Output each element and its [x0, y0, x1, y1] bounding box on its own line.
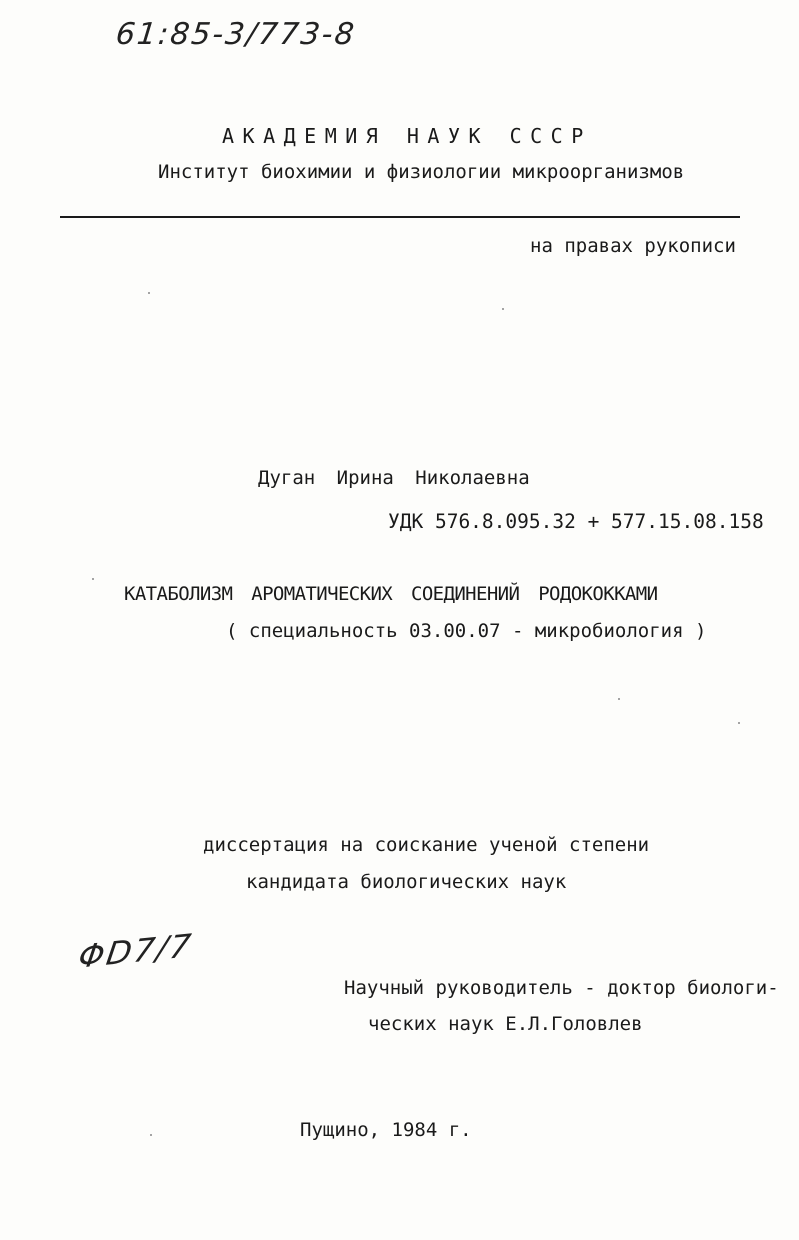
supervisor-line-2: ческих наук Е.Л.Головлев [368, 1013, 643, 1035]
degree-line-2: кандидата биологических наук [246, 871, 567, 893]
academy-heading: АКАДЕМИЯ НАУК СССР [222, 124, 592, 148]
institute-name: Институт биохимии и физиологии микроорганизмов [158, 161, 685, 183]
udk-code: УДК 576.8.095.32 + 577.15.08.158 [388, 510, 764, 533]
manuscript-note: на правах рукописи [530, 235, 736, 257]
degree-line-1: диссертация на соискание ученой степени [203, 834, 650, 856]
scan-speck [92, 578, 94, 580]
specialty-line: ( специальность 03.00.07 - микробиология ) [226, 620, 707, 642]
handwritten-inventory-mark: ΦD7/7 [76, 926, 196, 976]
handwritten-catalog-number: 61:85-3/773-8 [114, 17, 358, 52]
place-and-year: Пущино, 1984 г. [300, 1119, 472, 1141]
scan-speck [502, 308, 504, 310]
dissertation-title: КАТАБОЛИЗМ АРОМАТИЧЕСКИХ СОЕДИНЕНИЙ РОДОКОККАМИ [124, 583, 658, 605]
supervisor-line-1: Научный руководитель - доктор биологи- [344, 977, 779, 999]
scan-speck [618, 698, 620, 700]
header-divider [60, 216, 740, 218]
scan-speck [150, 1134, 152, 1136]
author-name: Дуган Ирина Николаевна [258, 467, 530, 489]
scan-speck [148, 292, 150, 294]
scan-speck [738, 722, 740, 724]
